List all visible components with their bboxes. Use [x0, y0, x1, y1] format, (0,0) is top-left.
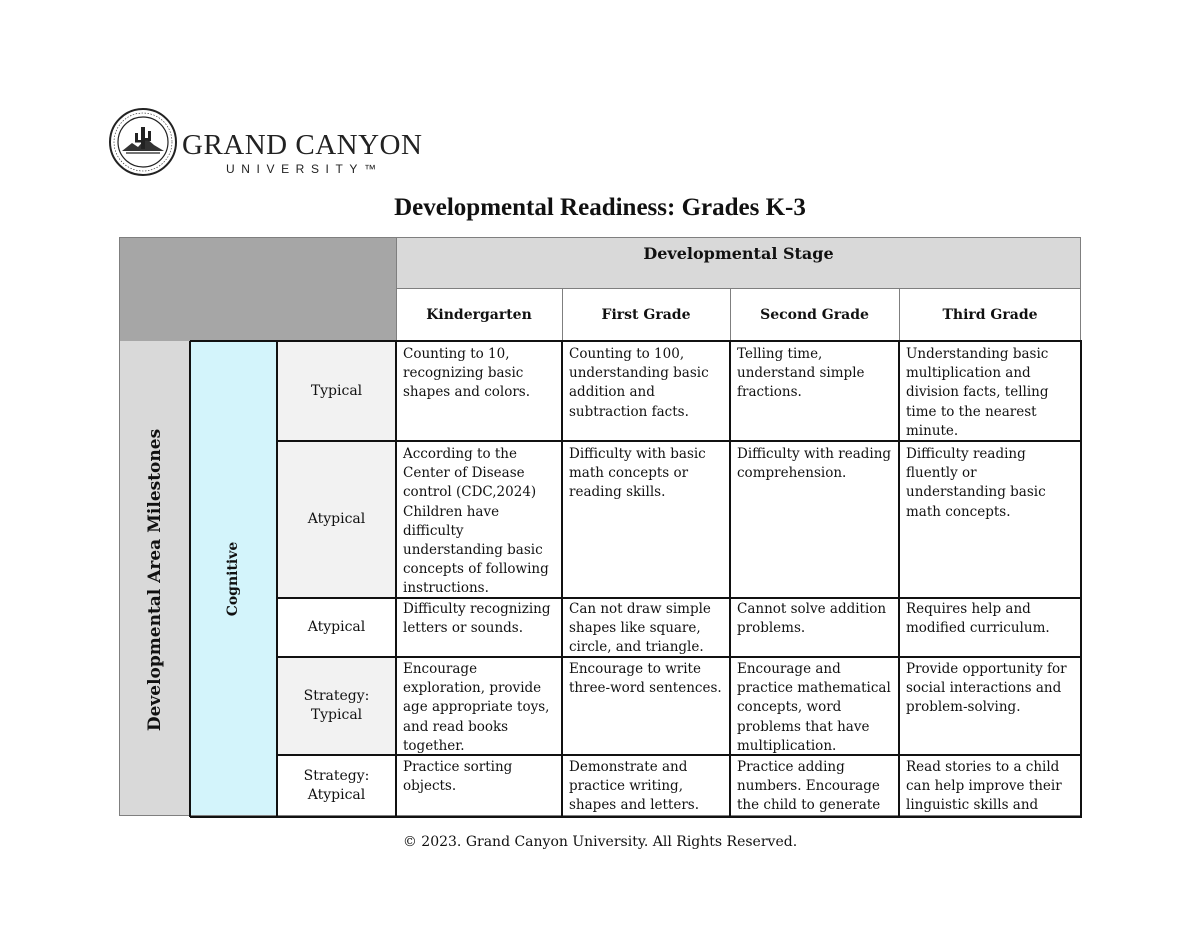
logo-name: GRAND CANYON	[182, 129, 423, 161]
table-cell: Counting to 100, understanding basic addition and subtraction facts.	[569, 346, 709, 420]
table-cell: Provide opportunity for social interactions and problem-solving.	[906, 661, 1067, 716]
table-cell: Counting to 10, recognizing basic shapes and colors.	[403, 346, 531, 401]
row-label-atypical-2: Atypical	[307, 619, 366, 635]
area-milestones-label: Developmental Area Milestones	[145, 428, 165, 732]
table-cell: Encourage exploration, provide age appropriate toys, and read books together.	[403, 661, 550, 754]
page-title: Developmental Readiness: Grades K-3	[394, 194, 806, 221]
table-cell: Cannot solve addition problems.	[737, 601, 887, 637]
row-label-strategy-typical: Strategy: Typical	[303, 688, 370, 723]
row-label-typical: Typical	[310, 382, 363, 399]
copyright-footer: © 2023. Grand Canyon University. All Rights Reserved.	[402, 834, 798, 850]
table-cell: Encourage to write three-word sentences.	[569, 661, 722, 697]
table-cell: Difficulty with basic math concepts or reading skills.	[569, 446, 706, 501]
row-label-strategy-atypical: Strategy: Atypical	[303, 767, 370, 803]
table-cell: Encourage and practice mathematical concepts, word problems that have multiplication.	[737, 661, 891, 754]
table-cell: According to the Center of Disease control (CDC,2024) Children have difficulty understanding basic concepts of following instructions.	[403, 446, 549, 597]
table-cell: Practice sorting objects.	[403, 759, 513, 795]
table-cell: Telling time, understand simple fractions.	[737, 346, 865, 401]
table-cell: Can not draw simple shapes like square, circle, and triangle.	[569, 601, 711, 656]
column-header-second-grade: Second Grade	[760, 306, 869, 323]
row-label-atypical: Atypical	[307, 511, 366, 527]
table-cell: Difficulty with reading comprehension.	[737, 446, 892, 482]
table-cell: Difficulty reading fluently or understanding basic math concepts.	[906, 446, 1046, 520]
table-cell: Demonstrate and practice writing, shapes and letters.	[569, 759, 700, 814]
column-header-first-grade: First Grade	[601, 306, 691, 323]
logo-subtitle: UNIVERSITY™	[226, 162, 383, 176]
column-header-kindergarten: Kindergarten	[426, 306, 532, 323]
table-cell: Read stories to a child can help improve their linguistic skills and	[906, 759, 1062, 814]
stage-header: Developmental Stage	[643, 243, 834, 263]
cognitive-label: Cognitive	[225, 541, 241, 617]
table-cell: Understanding basic multiplication and division facts, telling time to the nearest minute.	[906, 346, 1049, 439]
table-cell: Practice adding numbers. Encourage the child to generate	[737, 759, 881, 814]
column-header-third-grade: Third Grade	[942, 306, 1038, 323]
table-cell: Difficulty recognizing letters or sounds.	[403, 601, 551, 637]
table-cell: Requires help and modified curriculum.	[906, 601, 1050, 637]
